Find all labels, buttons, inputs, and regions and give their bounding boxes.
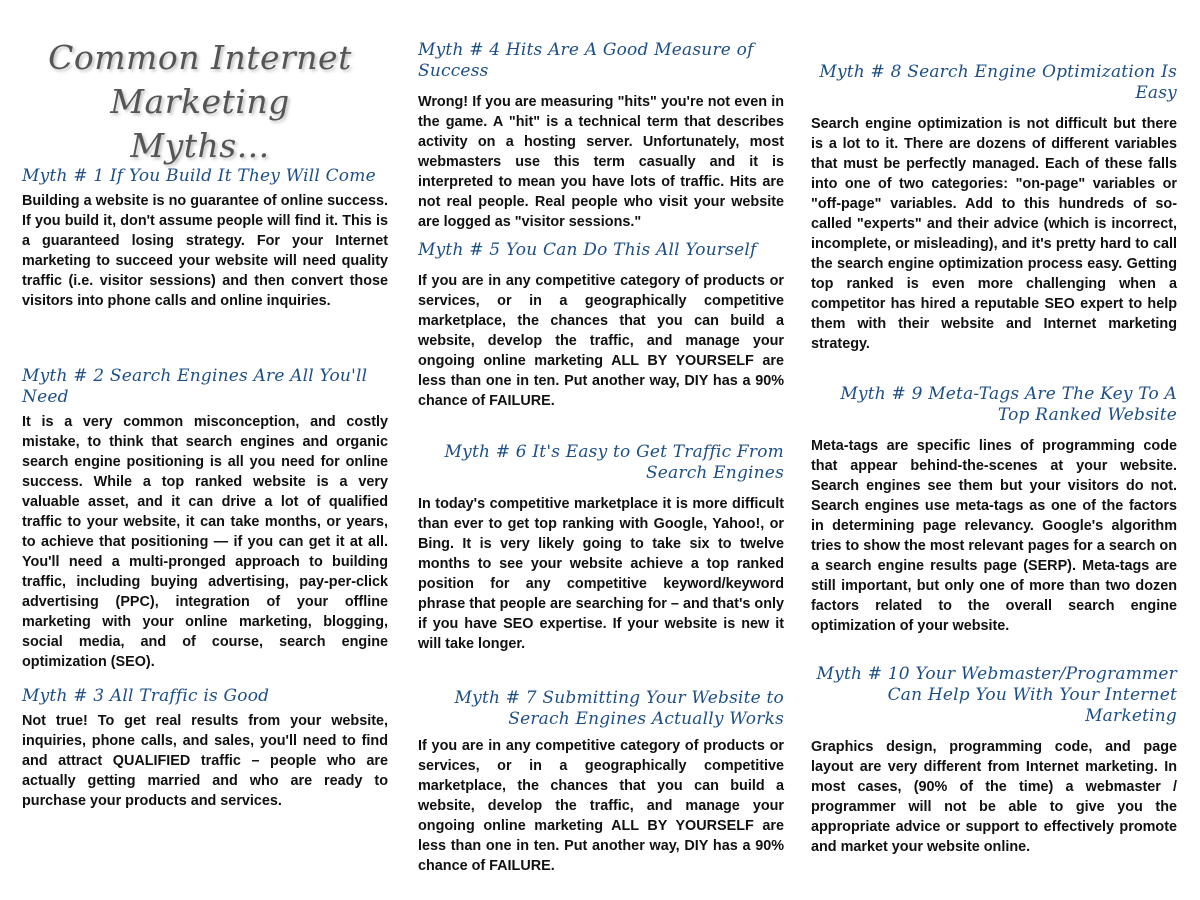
myth-4-heading: Myth # 4 Hits Are A Good Measure of Success [418, 40, 754, 81]
myth-2-body: It is a very common misconception, and costly mistake, to think that search engines and organic search engine positioning is all you need for online success. While a top ranked website is a very valuable asset, and it can drive a lot of qualified traffic to your website, it can take months, or years, to achieve that positioning — if you can get it at all. You'll need a multi-pronged approach to building traffic, including buying advertising, pay-per-click advertising (PPC), integration of your offline marketing with your online marketing, blogging, social media, and of course, search engine optimization (SEO). [22, 414, 388, 670]
page-title [40, 36, 360, 168]
myth-8-body: Search engine optimization is not difficult but there is a lot to it. There are dozens of different variables that must be perfectly managed. Each of these falls into one of two categories: "on-page" variables or "off-page" variables. Add to this hundreds of so-called "experts" and their advice (which is incorrect, incomplete, or misleading), and it's pretty hard to call the search engine optimization process easy. Getting top ranked is even more challenging when a competitor has hired a reputable SEO expert to help them with their website and Internet marketing strategy. [811, 116, 1177, 352]
myth-4-body: Wrong! If you are measuring "hits" you're not even in the game. A "hit" is a technical term that describes activity on a hosting server. Unfortunately, most webmasters use this term casually and it is interpreted to mean you have lots of traffic. Hits are not real people. Real people who visit your website are logged as "visitor sessions." [418, 94, 784, 230]
page-title-line-2: Marketing Myths... [110, 82, 290, 165]
myth-2-heading: Myth # 2 Search Engines Are All You'll Need [22, 366, 368, 407]
myth-5-body: If you are in any competitive category of products or services, or in a geographically competitive marketplace, the chances that you can build a website, develop the traffic, and manage your ongoing online marketing ALL BY YOURSELF are less than one in ten. Put another way, DIY has a 90% chance of FAILURE. [418, 273, 784, 409]
myth-1-body: Building a website is no guarantee of online success. If you build it, don't assume people will find it. This is a guaranteed losing strategy. For your Internet marketing to succeed your website will need quality traffic (i.e. visitor sessions) and then convert those visitors into phone calls and online inquiries. [22, 193, 388, 309]
myth-1 [22, 166, 388, 311]
myth-6 [418, 442, 784, 654]
myth-3-heading: Myth # 3 All Traffic is Good [22, 686, 270, 706]
myth-1-heading: Myth # 1 If You Build It They Will Come [22, 166, 376, 186]
myth-10-body: Graphics design, programming code, and page layout are very different from Internet marketing. In most cases, (90% of the time) a webmaster / programmer will not be able to give you the appropriate advice or support to effectively promote and market your website online. [811, 739, 1177, 855]
myth-10-heading: Myth # 10 Your Webmaster/Programmer Can Help You With Your Internet Marketing [816, 664, 1177, 726]
myth-6-heading: Myth # 6 It's Easy to Get Traffic From Search Engines [444, 442, 784, 483]
myth-5 [418, 240, 784, 411]
myth-2 [22, 366, 388, 672]
myth-8-heading: Myth # 8 Search Engine Optimization Is Easy [819, 62, 1177, 103]
myth-5-heading: Myth # 5 You Can Do This All Yourself [418, 240, 757, 260]
myth-8 [811, 62, 1177, 354]
myth-3-body: Not true! To get real results from your website, inquiries, phone calls, and sales, you'll need to find and attract QUALIFIED traffic – people who are actually getting married and who are ready to purchase your products and services. [22, 713, 388, 809]
myth-7-body: If you are in any competitive category of products or services, or in a geographically competitive marketplace, the chances that you can build a website, develop the traffic, and manage your ongoing online marketing ALL BY YOURSELF are less than one in ten. Put another way, DIY has a 90% chance of FAILURE. [418, 738, 784, 874]
myth-9 [811, 384, 1177, 636]
myth-9-body: Meta-tags are specific lines of programming code that appear behind-the-scenes at your website. Search engines see them but your visitors do not. Search engines use meta-tags as one of the factors in determining page relevancy. Google's algorithm tries to show the most relevant pages for a search on a search engine results page (SERP). Meta-tags are still important, but only one of more than two dozen factors related to the overall search engine optimization of your website. [811, 438, 1177, 634]
myth-7-heading: Myth # 7 Submitting Your Website to Serach Engines Actually Works [454, 688, 784, 729]
myth-4 [418, 40, 784, 232]
myth-3 [22, 686, 388, 811]
myth-9-heading: Myth # 9 Meta-Tags Are The Key To A Top Ranked Website [840, 384, 1177, 425]
myth-7 [418, 688, 784, 876]
page-title-line-1: Common Internet [48, 38, 352, 77]
myth-10 [811, 664, 1177, 857]
myth-6-body: In today's competitive marketplace it is more difficult than ever to get top ranking with Google, Yahoo!, or Bing. It is very likely going to take six to twelve months to see your website achieve a top ranked position for any competitive keyword/keyword phrase that people are searching for – and that's only if you have SEO expertise. If your website is new it will take longer. [418, 496, 784, 652]
